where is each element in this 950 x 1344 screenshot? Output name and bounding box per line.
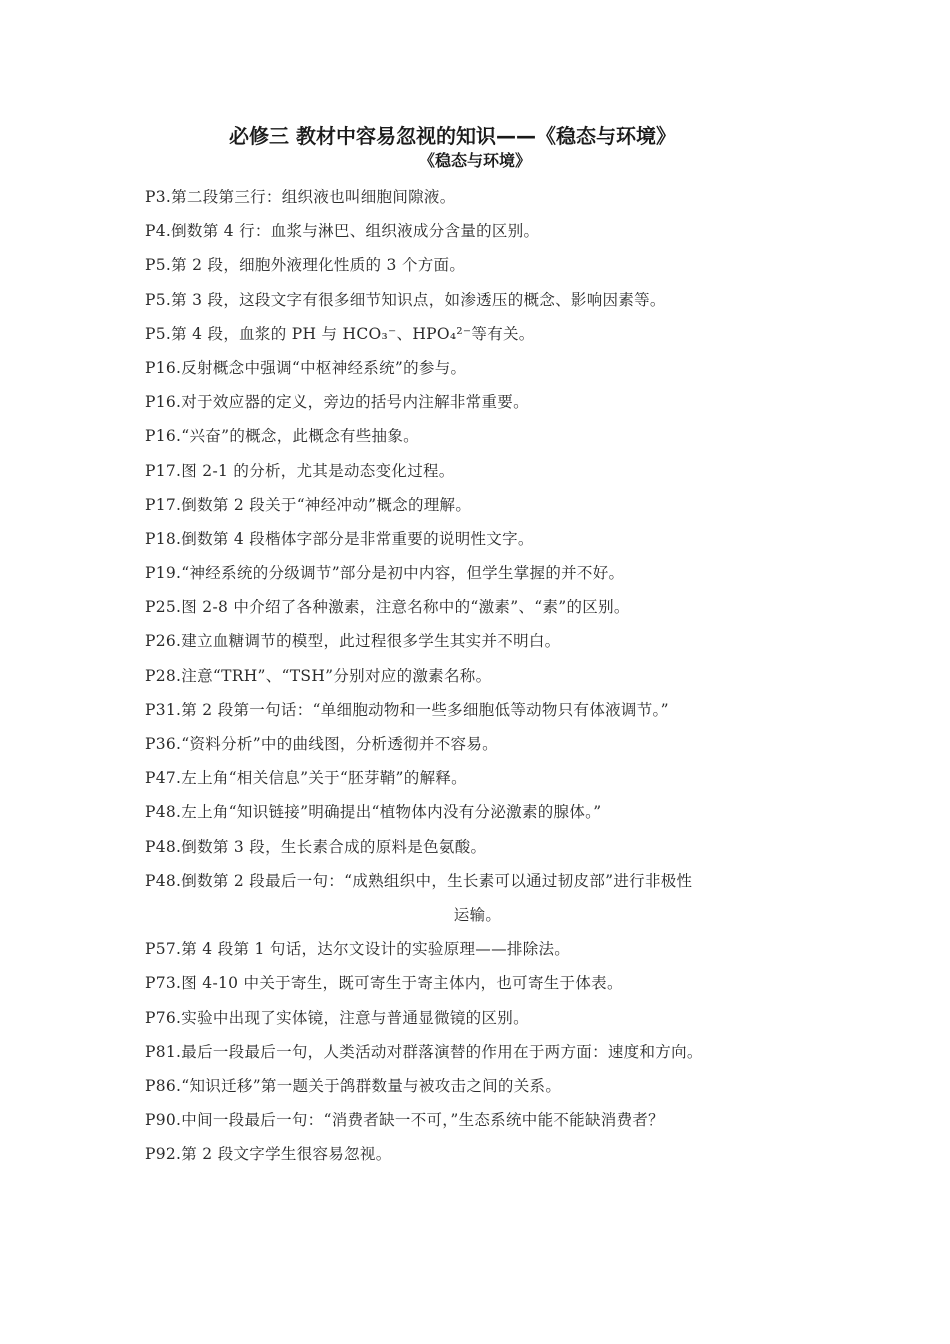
note-line-continuation: 运输。 <box>453 905 502 924</box>
note-line: P5.第 2 段，细胞外液理化性质的 3 个方面。 <box>145 256 466 275</box>
note-line-long: P48.倒数第 2 段最后一句：“成熟组织中，生长素可以通过韧皮部”进行非极性 <box>145 871 693 890</box>
note-line: P17.倒数第 2 段关于“神经冲动”概念的理解。 <box>145 495 472 514</box>
document-subtitle: 《稳态与环境》 <box>418 151 531 170</box>
note-line: P73.图 4-10 中关于寄生，既可寄生于寄主体内，也可寄生于体表。 <box>145 974 623 993</box>
note-line: P18.倒数第 4 段楷体字部分是非常重要的说明性文字。 <box>145 529 534 548</box>
note-line: P86.“知识迁移”第一题关于鸽群数量与被攻击之间的关系。 <box>145 1076 562 1095</box>
note-line: P16.对于效应器的定义，旁边的括号内注解非常重要。 <box>145 393 529 412</box>
note-line: P3.第二段第三行：组织液也叫细胞间隙液。 <box>145 188 456 206</box>
note-line: P48.左上角“知识链接”明确提出“植物体内没有分泌激素的腺体。” <box>145 803 602 822</box>
note-line: P4.倒数第 4 行：血浆与淋巴、组织液成分含量的区别。 <box>145 222 540 241</box>
note-line: P47.左上角“相关信息”关于“胚芽鞘”的解释。 <box>145 769 467 788</box>
document-title: 必修三 教材中容易忽视的知识——《稳态与环境》 <box>229 124 676 148</box>
note-line: P16.“兴奋”的概念，此概念有些抽象。 <box>145 427 419 446</box>
note-line: P90.中间一段最后一句：“消费者缺一不可，”生态系统中能不能缺消费者？ <box>145 1111 664 1130</box>
note-line: P28.注意“TRH”、“TSH”分别对应的激素名称。 <box>145 666 492 685</box>
note-line: P19.“神经系统的分级调节”部分是初中内容，但学生掌握的并不好。 <box>145 564 625 583</box>
note-line: P92.第 2 段文字学生很容易忽视。 <box>145 1145 392 1164</box>
note-line: P5.第 3 段，这段文字有很多细节知识点，如渗透压的概念、影响因素等。 <box>145 290 666 309</box>
document-body <box>145 180 810 1171</box>
note-line: P16.反射概念中强调“中枢神经系统”的参与。 <box>145 358 467 377</box>
note-line: P57.第 4 段第 1 句话，达尔文设计的实验原理——排除法。 <box>145 940 571 959</box>
note-line: P26.建立血糖调节的模型，此过程很多学生其实并不明白。 <box>145 632 561 651</box>
note-line: P48.倒数第 3 段，生长素合成的原料是色氨酸。 <box>145 837 487 856</box>
note-line: P31.第 2 段第一句话：“单细胞动物和一些多细胞低等动物只有体液调节。” <box>145 700 669 719</box>
note-line: P76.实验中出现了实体镜，注意与普通显微镜的区别。 <box>145 1008 529 1027</box>
note-line: P81.最后一段最后一句，人类活动对群落演替的作用在于两方面：速度和方向。 <box>145 1042 703 1061</box>
note-line: P36.“资料分析”中的曲线图，分析透彻并不容易。 <box>145 735 498 753</box>
note-line: P5.第 4 段，血浆的 PH 与 HCO₃⁻、HPO₄²⁻等有关。 <box>145 324 535 343</box>
note-line: P17.图 2-1 的分析，尤其是动态变化过程。 <box>145 461 455 480</box>
note-line: P25.图 2-8 中介绍了各种激素，注意名称中的“激素”、“素”的区别。 <box>145 598 630 617</box>
